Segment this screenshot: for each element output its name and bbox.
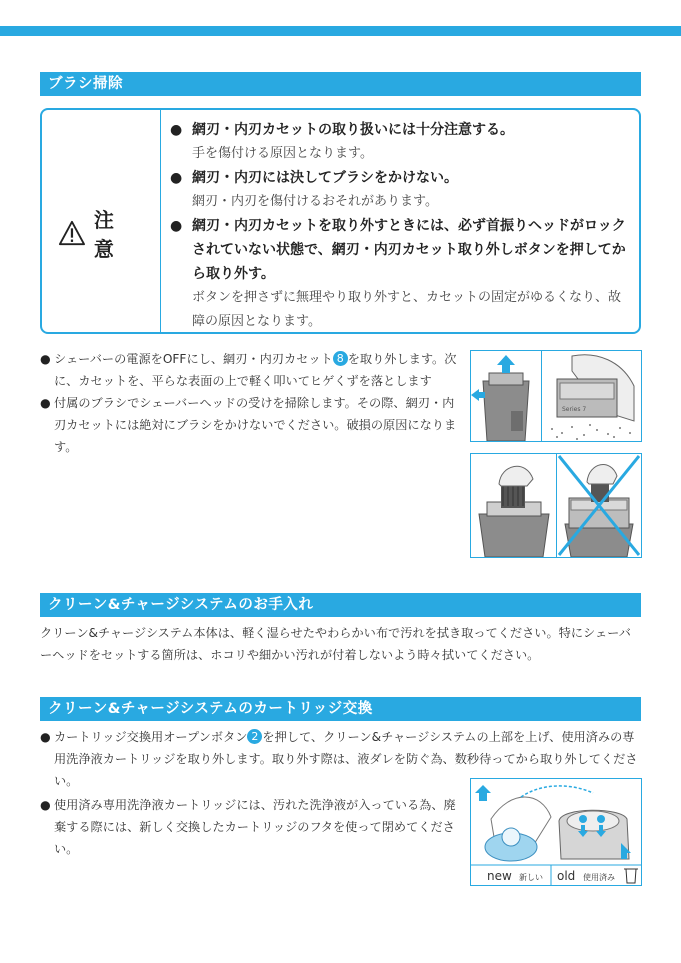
illustration-cartridge-swap <box>470 778 642 886</box>
caution-label: 注 意 <box>93 208 122 261</box>
caution-label-cell <box>42 110 161 332</box>
illustration-brush-cassette-ng <box>556 453 642 558</box>
cartridge-instructions-2 <box>40 794 460 860</box>
label-new-jp: 新しい <box>519 873 543 882</box>
illustration-tap-cassette <box>541 350 642 442</box>
brush-instructions <box>40 348 460 458</box>
illustration-remove-cassette <box>470 350 542 442</box>
caution-item-note: ボタンを押さずに無理やり取り外すと、カセットの固定がゆるくなり、故障の原因となります。 <box>192 290 622 329</box>
label-old-jp: 使用済み <box>583 873 615 882</box>
instruction-item: ● カートリッジ交換用オープンボタン 2 を押して、クリーン&チャージシステムの上部を上げ、使用済みの専用洗浄液カートリッジを取り外します。取り外す際は、液ダレを防ぐ為、数秒待ってから取り外してください。 <box>40 730 638 788</box>
section-header-care: クリーン&チャージシステムのお手入れ <box>40 593 641 617</box>
caution-box <box>40 108 641 334</box>
top-accent-bar <box>0 26 681 36</box>
instruction-item: ● 付属のブラシでシェーバーヘッドの受けを掃除します。その際、網刃・内刃カセットには絶対にブラシをかけないでください。破損の原因になります。 <box>40 396 457 454</box>
section-header-cartridge: クリーン&チャージシステムのカートリッジ交換 <box>40 697 641 721</box>
cassette-label: Series 7 <box>562 406 587 413</box>
caution-item-note: 手を傷付ける原因となります。 <box>192 146 373 161</box>
part-number-badge: 2 <box>247 729 262 744</box>
caution-list <box>170 118 632 334</box>
label-old: old <box>557 869 576 883</box>
care-text: クリーン&チャージシステム本体は、軽く湿らせたやわらかい布で汚れを拭き取ってください。特にシェーバーヘッドをセットする箇所は、ホコリや細かい汚れが付着しないよう時々拭いてください。 <box>40 626 631 662</box>
section-header-brush: ブラシ掃除 <box>40 72 641 96</box>
caution-item: ● 網刃・内刃には決してブラシをかけない。 <box>170 170 458 186</box>
instruction-item: ● シェーバーの電源をOFFにし、網刃・内刃カセット 8 を取り外します。次に、カセットを、平らな表面の上で軽く叩いてヒゲくずを落とします <box>40 352 457 388</box>
illustration-brush-head-ok <box>470 453 557 558</box>
caution-item-note: 網刃・内刃を傷付けるおそれがあります。 <box>192 194 438 209</box>
caution-item: ● 網刃・内刃カセットを取り外すときには、必ず首振りヘッドがロックされていない状態で、網刃・内刃カセット取り外しボタンを押してから取り外す。 <box>170 218 626 282</box>
warning-triangle-icon <box>58 219 86 247</box>
label-new: new <box>487 869 512 883</box>
instruction-item: ● 使用済み専用洗浄液カートリッジには、汚れた洗浄液が入っている為、廃棄する際には、新しく交換したカートリッジのフタを使って閉めてください。 <box>40 798 456 856</box>
caution-item: ● 網刃・内刃カセットの取り扱いには十分注意する。 <box>170 122 514 138</box>
part-number-badge: 8 <box>333 351 348 366</box>
